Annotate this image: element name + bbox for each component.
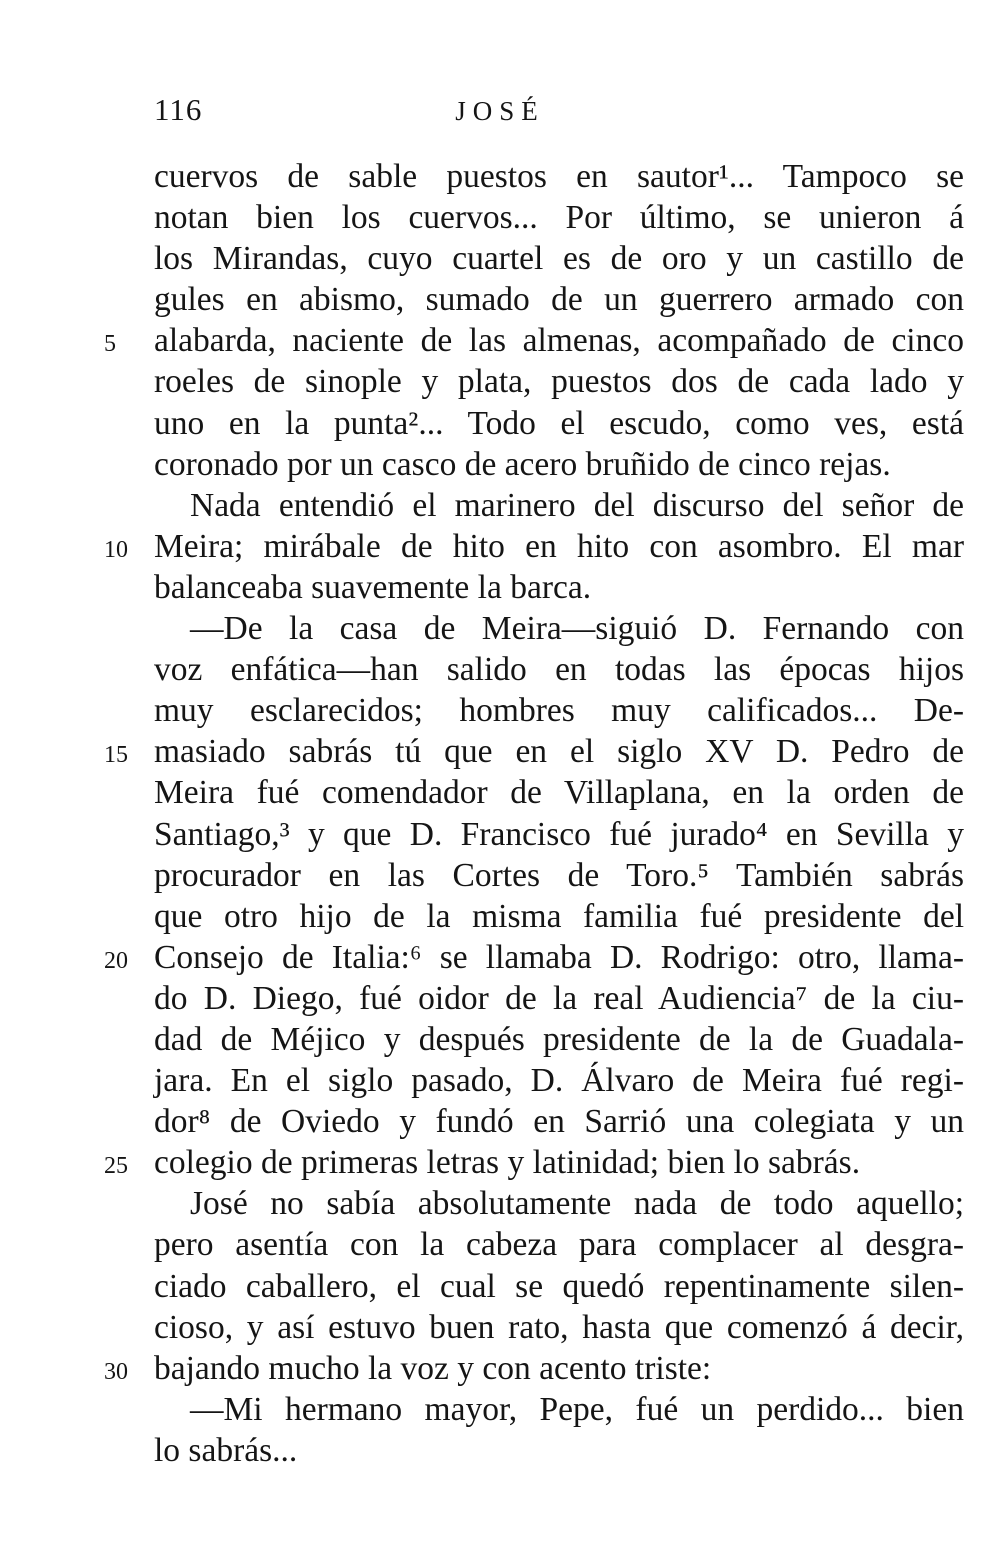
text-line: Nada entendió el marinero del discurso del señor de (190, 486, 964, 524)
page-header (0, 92, 1000, 142)
text-line: dad de Méjico y después presidente de la de Guadala- (154, 1020, 964, 1058)
text-line: notan bien los cuervos... Por último, se unieron á (154, 199, 964, 237)
text-line: lo sabrás... (154, 1431, 298, 1469)
text-line: cuervos de sable puestos en sautor¹... Tampoco se (154, 158, 964, 195)
line-number: 25 (104, 1153, 128, 1180)
text-line: 5 alabarda, naciente de las almenas, acompañado de cinco (154, 320, 964, 361)
text-line: jara. En el siglo pasado, D. Álvaro de Meira fué regi- (154, 1062, 964, 1100)
text-line: voz enfática—han salido en todas las épocas hijos (154, 651, 964, 689)
text-line: los Mirandas, cuyo cuartel es de oro y un castillo de (154, 240, 964, 278)
text-line: coronado por un casco de acero bruñido de cinco rejas. (154, 445, 891, 483)
text-line: 20 Consejo de Italia:⁶ se llamaba D. Rodrigo: otro, llama- (154, 937, 964, 978)
line-number: 20 (104, 947, 128, 974)
line-number: 15 (104, 742, 128, 769)
text-line: muy esclarecidos; hombres muy calificados... De- (154, 692, 964, 730)
text-line: pero asentía con la cabeza para complacer al desgra- (154, 1226, 964, 1264)
text-line: uno en la punta²... Todo el escudo, como ves, está (154, 404, 964, 442)
text-line: 10 Meira; mirábale de hito en hito con asombro. El mar (154, 526, 964, 567)
text-line: Santiago,³ y que D. Francisco fué jurado⁴ en Sevilla y (154, 815, 964, 853)
text-line: dor⁸ de Oviedo y fundó en Sarrió una colegiata y un (154, 1103, 964, 1141)
line-number: 30 (104, 1358, 128, 1385)
running-title: JOSÉ (455, 96, 545, 126)
line-number: 10 (104, 536, 128, 563)
text-line: 30 bajando mucho la voz y con acento triste: (154, 1348, 964, 1389)
text-line: roeles de sinople y plata, puestos dos de cada lado y (154, 363, 964, 401)
text-line: ciado caballero, el cual se quedó repentinamente silen- (154, 1267, 964, 1305)
text-line: Meira fué comendador de Villaplana, en la orden de (154, 774, 964, 812)
body-text (104, 156, 964, 1471)
text-line: —Mi hermano mayor, Pepe, fué un perdido... bien (190, 1390, 964, 1428)
text-line: 25 colegio de primeras letras y latinidad; bien lo sabrás. (154, 1142, 964, 1183)
text-line: gules en abismo, sumado de un guerrero armado con (154, 281, 964, 319)
text-line: José no sabía absolutamente nada de todo aquello; (190, 1185, 964, 1223)
page-number: 116 (154, 92, 203, 127)
text-line: 15 masiado sabrás tú que en el siglo XV D. Pedro de (154, 731, 964, 772)
text-line: que otro hijo de la misma familia fué presidente del (154, 897, 964, 935)
text-line: cioso, y así estuvo buen rato, hasta que comenzó á decir, (154, 1308, 964, 1346)
text-line: procurador en las Cortes de Toro.⁵ También sabrás (154, 856, 964, 894)
text-line: balanceaba suavemente la barca. (154, 568, 592, 606)
text-line: do D. Diego, fué oidor de la real Audiencia⁷ de la ciu- (154, 979, 964, 1017)
line-number: 5 (104, 331, 116, 358)
text-line: —De la casa de Meira—siguió D. Fernando con (190, 610, 964, 648)
